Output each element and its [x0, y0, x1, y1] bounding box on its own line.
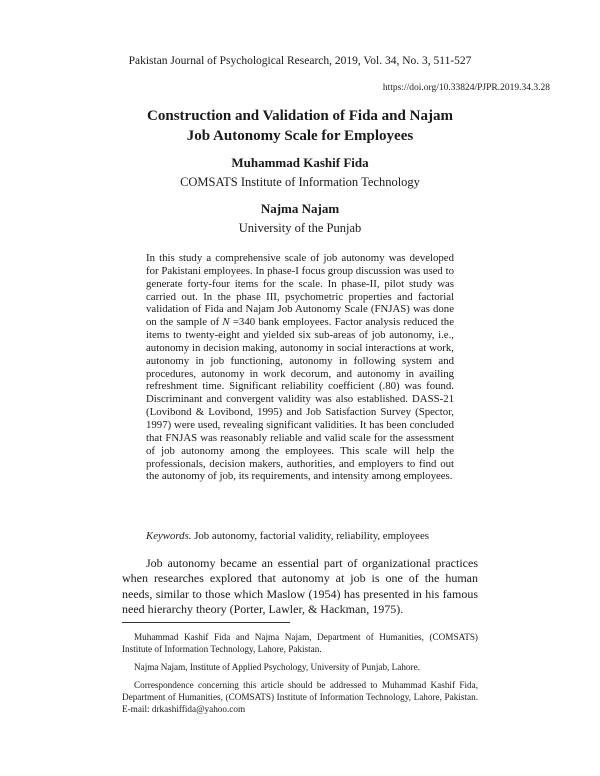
author-name-2: Najma Najam — [260, 201, 340, 216]
title-line-2: Job Autonomy Scale for Employees — [186, 128, 414, 144]
author-name-1: Muhammad Kashif Fida — [231, 155, 369, 170]
title-line-1: Construction and Validation of Fida and Najam — [147, 108, 453, 124]
keywords-text: Job autonomy, factorial validity, reliability, employees — [191, 530, 429, 542]
abstract-text-part-1: In this study a comprehensive scale of job autonomy was developed for Pakistani employees. In phase-I focus group discussion was used to generate forty-four items for the scale. In phase-II, pilot study was carried out. In the phase III, psychometric properties and factorial validation of Fida and Najam Job Autonomy Scale (FNJAS) was done on the sample of — [146, 252, 454, 329]
footnote-divider — [122, 622, 290, 623]
abstract — [146, 252, 454, 483]
footnote-3: Correspondence concerning this article should be addressed to Muhammad Kashif Fida, Department of Humanities, (COMSATS) Institute of Information Technology, Lahore, Pakistan. E-mail: drkashiffida@yahoo.com — [122, 680, 478, 715]
keywords — [146, 530, 466, 542]
author-affiliation-2: University of the Punjab — [238, 221, 362, 235]
keywords-label: Keywords. — [146, 530, 192, 542]
journal-citation: Pakistan Journal of Psychological Research, 2019, Vol. 34, No. 3, 511-527 — [128, 55, 472, 67]
footnote-1: Muhammad Kashif Fida and Najma Najam, Department of Humanities, (COMSATS) Institute of Information Technology, Lahore, Pakistan. — [122, 632, 478, 655]
abstract-text-part-2: =340 bank employees. Factor analysis reduced the items to twenty-eight and yielded six sub-areas of job autonomy, i.e., autonomy in decision making, autonomy in social interactions at work, autonomy in job functioning, autonomy in following system and procedures, autonomy in work decorum, and autonomy in availing refreshment time. Significant reliability coefficient (.80) was found. Discriminant and convergent validity was also established. DASS-21 (Lovibond & Lovibond, 1995) and Job Satisfaction Survey (Spector, 1997) were used, revealing significant validities. It has been concluded that FNJAS was reasonably reliable and valid scale for the assessment of job autonomy among the employees. This scale will help the professionals, decision makers, authorities, and employers to find out the autonomy of job, its requirements, and intensity among employees. — [146, 316, 454, 483]
intro-paragraph: Job autonomy became an essential part of organizational practices when researches explored that autonomy at job is one of the human needs, similar to those which Maslow (1954) has presented in his famous need hierarchy theory (Porter, Lawler, & Hackman, 1975). — [122, 556, 478, 616]
footnote-2: Najma Najam, Institute of Applied Psychology, University of Punjab, Lahore. — [134, 662, 420, 672]
paper-title — [0, 106, 600, 146]
doi-link[interactable]: https://doi.org/10.33824/PJPR.2019.34.3.28 — [382, 83, 550, 93]
author-affiliation-1: COMSATS Institute of Information Technology — [180, 175, 420, 189]
abstract-n-symbol: N — [222, 316, 230, 329]
